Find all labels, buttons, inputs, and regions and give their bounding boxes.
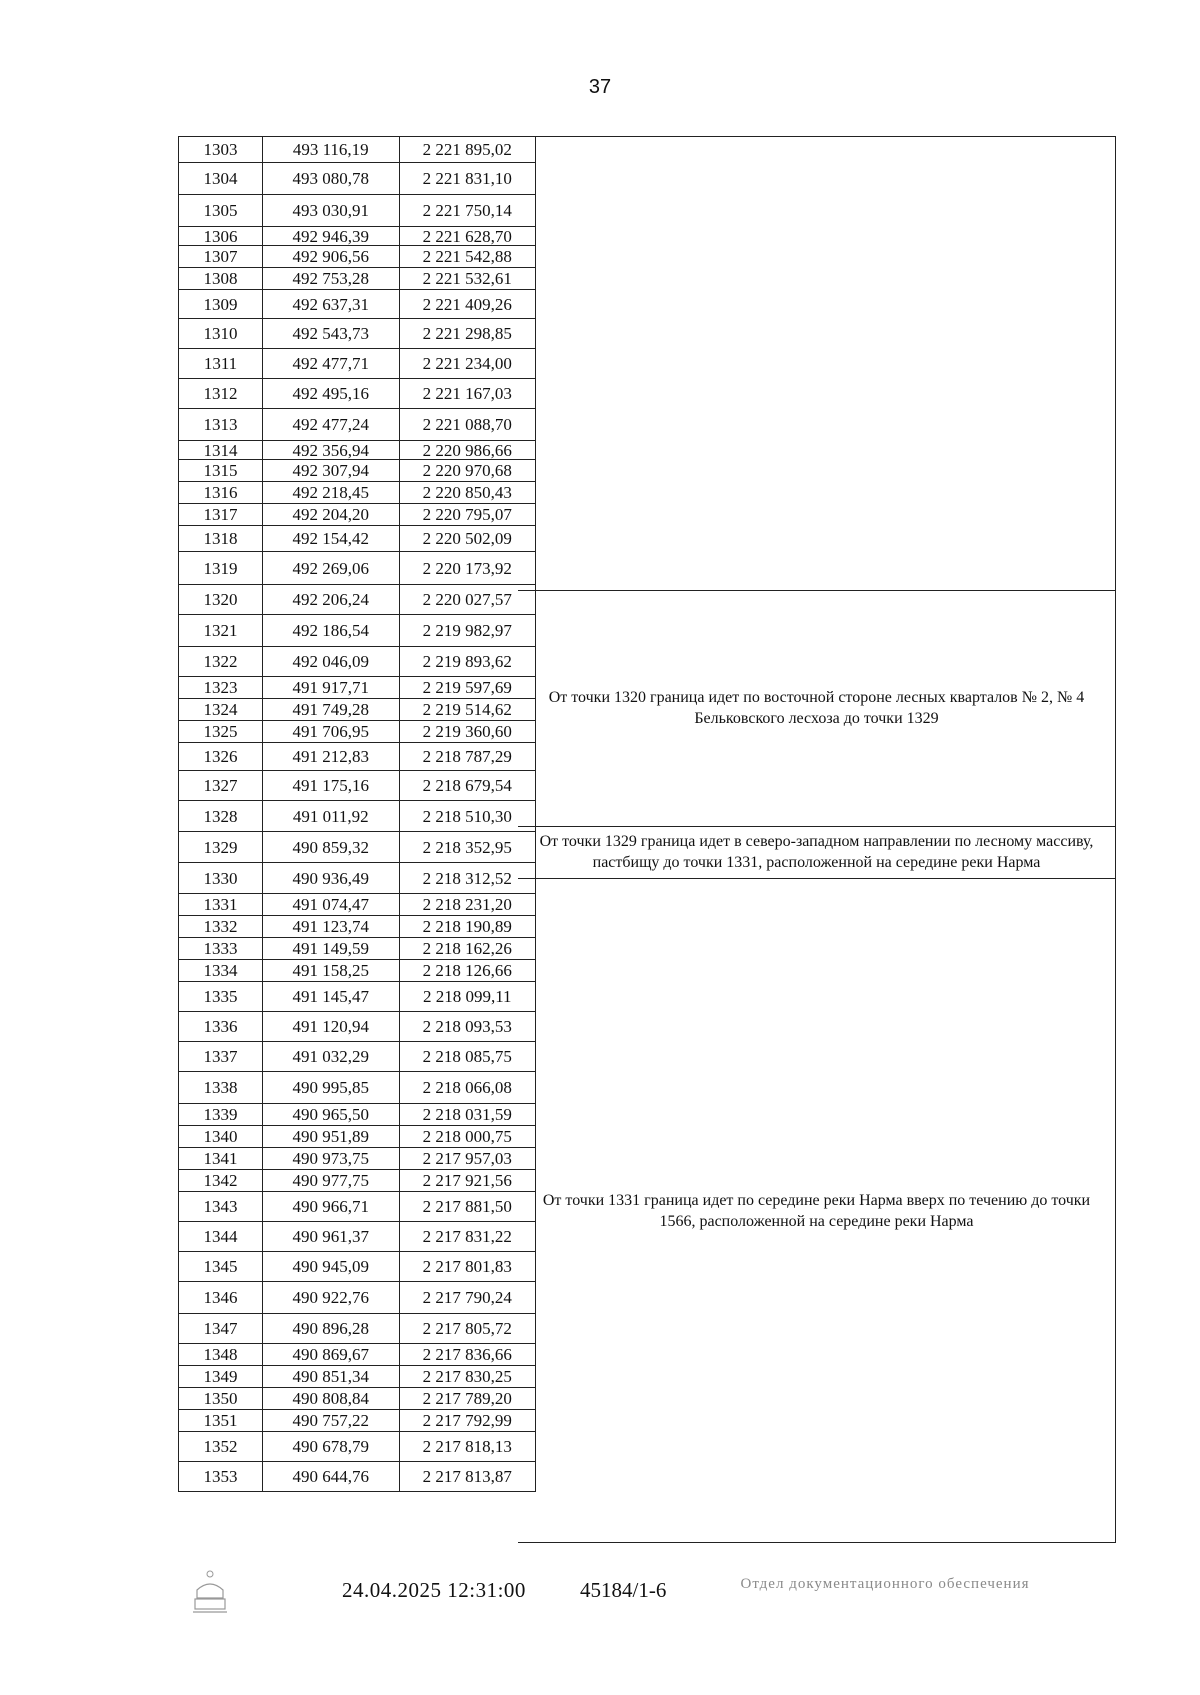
point-number-cell: 1319: [179, 552, 263, 585]
point-number-cell: 1337: [179, 1042, 263, 1072]
x-coordinate-cell: 493 116,19: [263, 137, 400, 163]
point-number-cell: 1321: [179, 615, 263, 647]
point-number-cell: 1342: [179, 1170, 263, 1192]
table-row: [179, 916, 536, 938]
table-row: [179, 1170, 536, 1192]
point-number-cell: 1317: [179, 504, 263, 526]
y-coordinate-cell: 2 218 231,20: [399, 894, 536, 916]
x-coordinate-cell: 492 753,28: [263, 268, 400, 290]
point-number-cell: 1338: [179, 1072, 263, 1104]
y-coordinate-cell: 2 218 000,75: [399, 1126, 536, 1148]
y-coordinate-cell: 2 218 066,08: [399, 1072, 536, 1104]
x-coordinate-cell: 492 307,94: [263, 460, 400, 482]
point-number-cell: 1311: [179, 349, 263, 379]
y-coordinate-cell: 2 217 805,72: [399, 1314, 536, 1344]
point-number-cell: 1328: [179, 801, 263, 832]
footer-department-stamp: Отдел документационного обеспечения: [740, 1576, 1030, 1592]
table-row: [179, 771, 536, 801]
x-coordinate-cell: 491 011,92: [263, 801, 400, 832]
table-row: [179, 1192, 536, 1222]
page-number: 37: [588, 76, 612, 98]
table-row: [179, 195, 536, 227]
table-row: [179, 526, 536, 552]
y-coordinate-cell: 2 217 818,13: [399, 1432, 536, 1462]
x-coordinate-cell: 490 859,32: [263, 832, 400, 863]
point-number-cell: 1316: [179, 482, 263, 504]
x-coordinate-cell: 492 186,54: [263, 615, 400, 647]
y-coordinate-cell: 2 217 789,20: [399, 1388, 536, 1410]
x-coordinate-cell: 491 149,59: [263, 938, 400, 960]
y-coordinate-cell: 2 218 093,53: [399, 1012, 536, 1042]
y-coordinate-cell: 2 218 099,11: [399, 982, 536, 1012]
point-number-cell: 1307: [179, 246, 263, 268]
table-row: [179, 379, 536, 409]
x-coordinate-cell: 492 477,24: [263, 409, 400, 441]
y-coordinate-cell: 2 217 790,24: [399, 1282, 536, 1314]
y-coordinate-cell: 2 220 173,92: [399, 552, 536, 585]
footer-date: 24.04.2025 12:31:00: [342, 1578, 526, 1602]
y-coordinate-cell: 2 218 787,29: [399, 743, 536, 771]
point-number-cell: 1310: [179, 319, 263, 349]
point-number-cell: 1336: [179, 1012, 263, 1042]
description-column: [518, 136, 1116, 1543]
x-coordinate-cell: 490 851,34: [263, 1366, 400, 1388]
table-row: [179, 1072, 536, 1104]
point-number-cell: 1329: [179, 832, 263, 863]
point-number-cell: 1318: [179, 526, 263, 552]
point-number-cell: 1344: [179, 1222, 263, 1252]
point-number-cell: 1349: [179, 1366, 263, 1388]
table-row: [179, 1042, 536, 1072]
x-coordinate-cell: 491 074,47: [263, 894, 400, 916]
table-row: [179, 1432, 536, 1462]
x-coordinate-cell: 492 495,16: [263, 379, 400, 409]
table-row: [179, 552, 536, 585]
x-coordinate-cell: 492 154,42: [263, 526, 400, 552]
point-number-cell: 1341: [179, 1148, 263, 1170]
point-number-cell: 1330: [179, 863, 263, 894]
y-coordinate-cell: 2 220 502,09: [399, 526, 536, 552]
x-coordinate-cell: 490 757,22: [263, 1410, 400, 1432]
y-coordinate-cell: 2 220 795,07: [399, 504, 536, 526]
point-number-cell: 1351: [179, 1410, 263, 1432]
y-coordinate-cell: 2 219 514,62: [399, 699, 536, 721]
y-coordinate-cell: 2 219 893,62: [399, 647, 536, 677]
y-coordinate-cell: 2 220 027,57: [399, 585, 536, 615]
emblem-icon: [185, 1568, 235, 1618]
table-row: [179, 227, 536, 246]
table-row: [179, 832, 536, 863]
table-row: [179, 677, 536, 699]
table-row: [179, 441, 536, 460]
point-number-cell: 1327: [179, 771, 263, 801]
y-coordinate-cell: 2 218 126,66: [399, 960, 536, 982]
table-row: [179, 349, 536, 379]
table-row: [179, 460, 536, 482]
x-coordinate-cell: 490 808,84: [263, 1388, 400, 1410]
description-1320-1329: От точки 1320 граница идет по восточной стороне лесных кварталов № 2, № 4 Бельковского лесхоза до точки 1329: [548, 689, 1085, 727]
point-number-cell: 1315: [179, 460, 263, 482]
table-row: [179, 290, 536, 319]
point-number-cell: 1345: [179, 1252, 263, 1282]
x-coordinate-cell: 492 206,24: [263, 585, 400, 615]
x-coordinate-cell: 491 123,74: [263, 916, 400, 938]
point-number-cell: 1350: [179, 1388, 263, 1410]
y-coordinate-cell: 2 218 510,30: [399, 801, 536, 832]
x-coordinate-cell: 490 961,37: [263, 1222, 400, 1252]
x-coordinate-cell: 491 032,29: [263, 1042, 400, 1072]
y-coordinate-cell: 2 221 831,10: [399, 163, 536, 195]
table-row: [179, 1104, 536, 1126]
x-coordinate-cell: 492 946,39: [263, 227, 400, 246]
y-coordinate-cell: 2 221 409,26: [399, 290, 536, 319]
coordinates-table: [178, 136, 536, 1492]
table-row: [179, 504, 536, 526]
table-row: [179, 268, 536, 290]
point-number-cell: 1306: [179, 227, 263, 246]
table-row: [179, 801, 536, 832]
point-number-cell: 1313: [179, 409, 263, 441]
x-coordinate-cell: 490 678,79: [263, 1432, 400, 1462]
y-coordinate-cell: 2 221 167,03: [399, 379, 536, 409]
point-number-cell: 1346: [179, 1282, 263, 1314]
y-coordinate-cell: 2 218 312,52: [399, 863, 536, 894]
point-number-cell: 1348: [179, 1344, 263, 1366]
x-coordinate-cell: 490 995,85: [263, 1072, 400, 1104]
x-coordinate-cell: 491 706,95: [263, 721, 400, 743]
y-coordinate-cell: 2 217 881,50: [399, 1192, 536, 1222]
x-coordinate-cell: 491 145,47: [263, 982, 400, 1012]
y-coordinate-cell: 2 218 085,75: [399, 1042, 536, 1072]
x-coordinate-cell: 491 175,16: [263, 771, 400, 801]
x-coordinate-cell: 492 356,94: [263, 441, 400, 460]
table-row: [179, 585, 536, 615]
y-coordinate-cell: 2 221 088,70: [399, 409, 536, 441]
point-number-cell: 1312: [179, 379, 263, 409]
table-row: [179, 409, 536, 441]
x-coordinate-cell: 490 945,09: [263, 1252, 400, 1282]
table-row: [179, 482, 536, 504]
y-coordinate-cell: 2 217 830,25: [399, 1366, 536, 1388]
y-coordinate-cell: 2 221 298,85: [399, 319, 536, 349]
table-row: [179, 960, 536, 982]
table-row: [179, 1012, 536, 1042]
y-coordinate-cell: 2 221 895,02: [399, 137, 536, 163]
point-number-cell: 1305: [179, 195, 263, 227]
x-coordinate-cell: 490 965,50: [263, 1104, 400, 1126]
y-coordinate-cell: 2 217 801,83: [399, 1252, 536, 1282]
description-1331-1566: От точки 1331 граница идет по середине реки Нарма вверх по течению до точки 1566, расположенной на середине реки Нарма: [542, 1192, 1091, 1230]
y-coordinate-cell: 2 219 360,60: [399, 721, 536, 743]
table-row: [179, 163, 536, 195]
x-coordinate-cell: 492 906,56: [263, 246, 400, 268]
x-coordinate-cell: 491 749,28: [263, 699, 400, 721]
x-coordinate-cell: 492 046,09: [263, 647, 400, 677]
x-coordinate-cell: 492 218,45: [263, 482, 400, 504]
point-number-cell: 1333: [179, 938, 263, 960]
y-coordinate-cell: 2 219 982,97: [399, 615, 536, 647]
x-coordinate-cell: 490 973,75: [263, 1148, 400, 1170]
y-coordinate-cell: 2 217 921,56: [399, 1170, 536, 1192]
table-row: [179, 938, 536, 960]
table-row: [179, 721, 536, 743]
x-coordinate-cell: 490 896,28: [263, 1314, 400, 1344]
y-coordinate-cell: 2 218 190,89: [399, 916, 536, 938]
y-coordinate-cell: 2 218 162,26: [399, 938, 536, 960]
point-number-cell: 1334: [179, 960, 263, 982]
table-row: [179, 1314, 536, 1344]
table-row: [179, 319, 536, 349]
boundary-coordinates-sheet: [178, 136, 1116, 1543]
point-number-cell: 1339: [179, 1104, 263, 1126]
x-coordinate-cell: 493 030,91: [263, 195, 400, 227]
y-coordinate-cell: 2 220 986,66: [399, 441, 536, 460]
y-coordinate-cell: 2 220 970,68: [399, 460, 536, 482]
table-row: [179, 1282, 536, 1314]
y-coordinate-cell: 2 217 836,66: [399, 1344, 536, 1366]
point-number-cell: 1314: [179, 441, 263, 460]
y-coordinate-cell: 2 218 352,95: [399, 832, 536, 863]
x-coordinate-cell: 490 966,71: [263, 1192, 400, 1222]
table-row: [179, 137, 536, 163]
table-row: [179, 246, 536, 268]
point-number-cell: 1323: [179, 677, 263, 699]
x-coordinate-cell: 490 644,76: [263, 1462, 400, 1492]
y-coordinate-cell: 2 217 792,99: [399, 1410, 536, 1432]
y-coordinate-cell: 2 221 532,61: [399, 268, 536, 290]
table-row: [179, 894, 536, 916]
table-row: [179, 1252, 536, 1282]
y-coordinate-cell: 2 217 813,87: [399, 1462, 536, 1492]
x-coordinate-cell: 492 637,31: [263, 290, 400, 319]
table-row: [179, 615, 536, 647]
x-coordinate-cell: 490 869,67: [263, 1344, 400, 1366]
table-row: [179, 1344, 536, 1366]
table-row: [179, 1462, 536, 1492]
table-row: [179, 1388, 536, 1410]
point-number-cell: 1325: [179, 721, 263, 743]
footer-document-code: 45184/1-6: [580, 1578, 667, 1602]
x-coordinate-cell: 492 269,06: [263, 552, 400, 585]
point-number-cell: 1343: [179, 1192, 263, 1222]
table-row: [179, 863, 536, 894]
table-row: [179, 982, 536, 1012]
x-coordinate-cell: 491 917,71: [263, 677, 400, 699]
x-coordinate-cell: 492 204,20: [263, 504, 400, 526]
y-coordinate-cell: 2 221 628,70: [399, 227, 536, 246]
table-row: [179, 1366, 536, 1388]
y-coordinate-cell: 2 219 597,69: [399, 677, 536, 699]
table-row: [179, 1410, 536, 1432]
y-coordinate-cell: 2 217 957,03: [399, 1148, 536, 1170]
y-coordinate-cell: 2 218 031,59: [399, 1104, 536, 1126]
point-number-cell: 1331: [179, 894, 263, 916]
x-coordinate-cell: 492 477,71: [263, 349, 400, 379]
point-number-cell: 1335: [179, 982, 263, 1012]
table-row: [179, 699, 536, 721]
point-number-cell: 1326: [179, 743, 263, 771]
table-row: [179, 1222, 536, 1252]
table-row: [179, 1148, 536, 1170]
x-coordinate-cell: 491 120,94: [263, 1012, 400, 1042]
point-number-cell: 1320: [179, 585, 263, 615]
point-number-cell: 1304: [179, 163, 263, 195]
y-coordinate-cell: 2 221 542,88: [399, 246, 536, 268]
x-coordinate-cell: 493 080,78: [263, 163, 400, 195]
point-number-cell: 1303: [179, 137, 263, 163]
point-number-cell: 1340: [179, 1126, 263, 1148]
y-coordinate-cell: 2 218 679,54: [399, 771, 536, 801]
y-coordinate-cell: 2 220 850,43: [399, 482, 536, 504]
point-number-cell: 1347: [179, 1314, 263, 1344]
point-number-cell: 1322: [179, 647, 263, 677]
y-coordinate-cell: 2 217 831,22: [399, 1222, 536, 1252]
point-number-cell: 1353: [179, 1462, 263, 1492]
table-row: [179, 1126, 536, 1148]
point-number-cell: 1332: [179, 916, 263, 938]
point-number-cell: 1308: [179, 268, 263, 290]
y-coordinate-cell: 2 221 234,00: [399, 349, 536, 379]
x-coordinate-cell: 491 212,83: [263, 743, 400, 771]
x-coordinate-cell: 490 977,75: [263, 1170, 400, 1192]
table-row: [179, 743, 536, 771]
point-number-cell: 1309: [179, 290, 263, 319]
description-1329-1331: От точки 1329 граница идет в северо-западном направлении по лесному массиву, пастбищу до точки 1331, расположенной на середине реки Нарма: [539, 833, 1094, 871]
point-number-cell: 1352: [179, 1432, 263, 1462]
y-coordinate-cell: 2 221 750,14: [399, 195, 536, 227]
x-coordinate-cell: 491 158,25: [263, 960, 400, 982]
x-coordinate-cell: 490 951,89: [263, 1126, 400, 1148]
table-row: [179, 647, 536, 677]
x-coordinate-cell: 492 543,73: [263, 319, 400, 349]
x-coordinate-cell: 490 936,49: [263, 863, 400, 894]
x-coordinate-cell: 490 922,76: [263, 1282, 400, 1314]
point-number-cell: 1324: [179, 699, 263, 721]
